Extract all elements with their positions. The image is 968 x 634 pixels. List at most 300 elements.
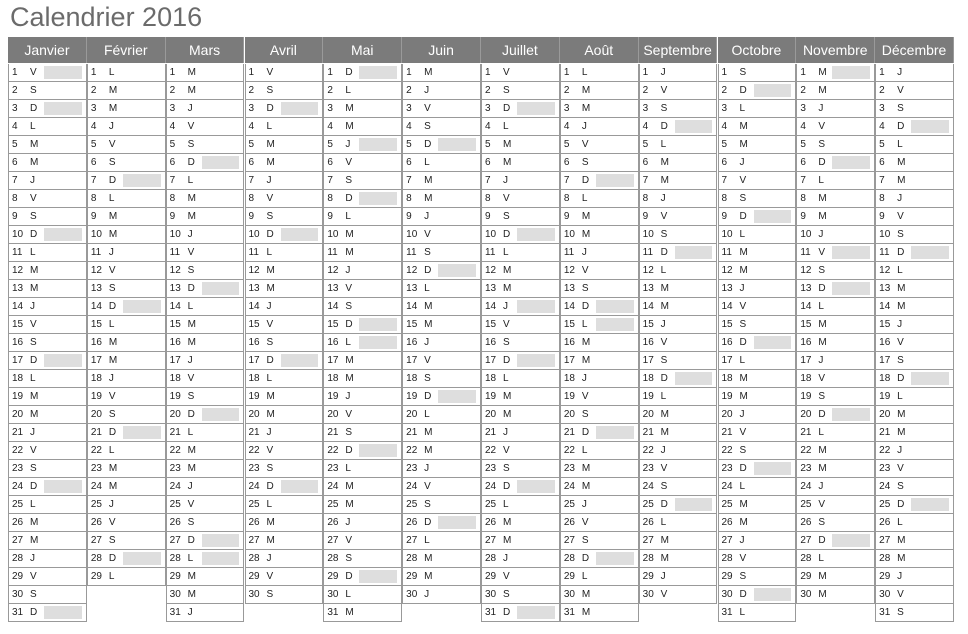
day-cell	[481, 118, 560, 136]
weekday-letter: L	[660, 517, 667, 528]
day-number: 29	[248, 571, 260, 582]
day-number: 27	[12, 535, 24, 546]
day-highlight	[359, 318, 397, 331]
day-cell	[8, 604, 87, 622]
day-number: 28	[169, 553, 181, 564]
day-cell	[245, 388, 324, 406]
weekday-letter: V	[424, 481, 431, 492]
weekday-letter: V	[108, 139, 116, 150]
day-cell	[166, 496, 245, 514]
day-highlight	[911, 372, 949, 385]
weekday-letter: M	[503, 265, 512, 276]
day-cell	[796, 298, 875, 316]
day-number: 4	[406, 121, 412, 132]
weekday-letter: J	[424, 337, 430, 348]
day-cell	[87, 388, 166, 406]
day-number: 2	[12, 85, 18, 96]
day-number: 30	[169, 589, 181, 600]
day-cell	[718, 442, 797, 460]
day-number: 10	[327, 229, 339, 240]
day-number: 18	[406, 373, 418, 384]
day-cell	[8, 388, 87, 406]
day-cell	[323, 388, 402, 406]
weekday-letter: M	[739, 499, 748, 510]
day-highlight	[596, 426, 634, 439]
weekday-letter: M	[739, 373, 748, 384]
weekday-letter: S	[581, 157, 589, 168]
day-number: 18	[169, 373, 181, 384]
day-number: 5	[563, 139, 570, 150]
day-highlight	[911, 498, 949, 511]
day-number: 28	[485, 553, 497, 564]
weekday-letter: L	[739, 607, 746, 618]
weekday-letter: S	[266, 463, 274, 474]
weekday-letter: M	[345, 607, 354, 618]
day-highlight	[517, 300, 555, 313]
month-header: Novembre	[796, 37, 875, 63]
month-days	[87, 63, 166, 586]
day-number: 21	[327, 427, 339, 438]
day-number: 12	[90, 265, 102, 276]
day-cell	[639, 118, 718, 136]
weekday-letter: V	[503, 445, 510, 456]
weekday-letter: J	[897, 67, 903, 78]
day-cell	[875, 316, 954, 334]
day-cell	[8, 118, 87, 136]
weekday-letter: S	[266, 211, 274, 222]
day-cell	[796, 370, 875, 388]
weekday-letter: J	[581, 499, 587, 510]
day-cell	[245, 514, 324, 532]
weekday-letter: V	[108, 517, 116, 528]
day-highlight	[359, 192, 397, 205]
month-days	[8, 63, 87, 622]
weekday-letter: S	[503, 589, 510, 600]
month-header: Septembre	[639, 37, 718, 63]
weekday-letter: S	[503, 85, 510, 96]
weekday-letter: J	[503, 175, 508, 186]
day-cell	[796, 460, 875, 478]
day-cell	[8, 262, 87, 280]
day-number: 28	[406, 553, 418, 564]
day-cell	[718, 352, 797, 370]
weekday-letter: V	[345, 157, 352, 168]
day-number: 11	[642, 247, 654, 258]
weekday-letter: J	[30, 427, 35, 438]
day-cell	[166, 406, 245, 424]
weekday-letter: M	[503, 283, 512, 294]
day-highlight	[675, 498, 713, 511]
weekday-letter: S	[660, 103, 668, 114]
day-number: 4	[327, 121, 333, 132]
day-number: 23	[169, 463, 181, 474]
weekday-letter: J	[266, 175, 272, 186]
day-cell	[560, 280, 639, 298]
day-number: 13	[800, 283, 812, 294]
day-number: 24	[879, 481, 891, 492]
weekday-letter: M	[818, 337, 827, 348]
weekday-letter: S	[30, 211, 37, 222]
day-number: 8	[90, 193, 97, 204]
day-cell	[8, 100, 87, 118]
day-cell	[875, 154, 954, 172]
day-cell	[796, 568, 875, 586]
day-cell	[402, 568, 481, 586]
weekday-letter: M	[581, 211, 591, 222]
weekday-letter: S	[503, 211, 510, 222]
day-cell	[560, 568, 639, 586]
weekday-letter: M	[345, 481, 354, 492]
day-number: 18	[248, 373, 260, 384]
weekday-letter: M	[897, 553, 906, 564]
weekday-letter: S	[739, 571, 747, 582]
day-cell	[560, 388, 639, 406]
day-cell	[245, 226, 324, 244]
day-cell	[481, 136, 560, 154]
weekday-letter: S	[739, 193, 747, 204]
day-cell	[718, 460, 797, 478]
weekday-letter: S	[897, 355, 904, 366]
day-number: 7	[721, 175, 728, 186]
day-number: 14	[406, 301, 418, 312]
day-number: 16	[327, 337, 339, 348]
day-cell	[87, 100, 166, 118]
day-cell	[8, 442, 87, 460]
day-cell	[560, 226, 639, 244]
month-days	[639, 63, 718, 604]
day-number: 1	[800, 67, 806, 78]
weekday-letter: D	[503, 355, 511, 366]
day-cell	[875, 280, 954, 298]
weekday-letter: D	[30, 229, 38, 240]
day-number: 29	[563, 571, 575, 582]
day-cell	[245, 262, 324, 280]
day-cell	[718, 424, 797, 442]
weekday-letter: M	[187, 589, 196, 600]
day-number: 12	[248, 265, 260, 276]
day-highlight	[832, 246, 870, 259]
month-days	[481, 63, 560, 622]
day-number: 22	[406, 445, 418, 456]
weekday-letter: S	[424, 373, 431, 384]
day-number: 15	[327, 319, 339, 330]
day-cell	[875, 118, 954, 136]
day-cell	[639, 460, 718, 478]
day-number: 28	[800, 553, 812, 564]
day-highlight	[281, 102, 319, 115]
day-cell	[8, 244, 87, 262]
day-highlight	[832, 282, 870, 295]
weekday-letter: M	[30, 283, 39, 294]
day-cell	[166, 532, 245, 550]
day-cell	[402, 388, 481, 406]
day-number: 7	[563, 175, 570, 186]
day-cell	[402, 262, 481, 280]
day-cell	[639, 424, 718, 442]
day-number: 29	[879, 571, 891, 582]
day-cell	[323, 604, 402, 622]
day-number: 7	[327, 175, 333, 186]
day-cell	[718, 136, 797, 154]
day-cell	[323, 442, 402, 460]
day-cell	[8, 424, 87, 442]
weekday-letter: M	[424, 553, 433, 564]
day-number: 21	[563, 427, 575, 438]
weekday-letter: L	[424, 535, 430, 546]
weekday-letter: L	[503, 499, 509, 510]
weekday-letter: S	[345, 175, 352, 186]
weekday-letter: L	[739, 355, 746, 366]
day-cell	[245, 370, 324, 388]
weekday-letter: V	[266, 193, 274, 204]
day-number: 27	[169, 535, 181, 546]
weekday-letter: D	[30, 355, 38, 366]
day-number: 23	[327, 463, 339, 474]
day-cell	[402, 496, 481, 514]
day-number: 13	[327, 283, 339, 294]
day-cell	[560, 298, 639, 316]
day-cell	[481, 82, 560, 100]
day-cell	[87, 64, 166, 82]
day-highlight	[202, 552, 240, 565]
day-number: 23	[248, 463, 260, 474]
day-number: 8	[327, 193, 333, 204]
day-number: 12	[642, 265, 654, 276]
weekday-letter: L	[30, 121, 36, 132]
day-number: 16	[406, 337, 418, 348]
weekday-letter: V	[187, 121, 195, 132]
weekday-letter: S	[108, 409, 116, 420]
day-cell	[639, 172, 718, 190]
day-number: 1	[642, 67, 649, 78]
day-number: 2	[90, 85, 97, 96]
day-highlight	[438, 138, 476, 151]
day-number: 29	[90, 571, 102, 582]
day-cell	[875, 298, 954, 316]
weekday-letter: L	[187, 553, 194, 564]
day-cell	[323, 226, 402, 244]
day-cell	[796, 388, 875, 406]
day-cell	[560, 100, 639, 118]
day-number: 4	[248, 121, 255, 132]
day-number: 11	[800, 247, 811, 258]
day-cell	[166, 118, 245, 136]
weekday-letter: M	[187, 67, 196, 78]
weekday-letter: J	[503, 301, 508, 312]
day-cell	[639, 406, 718, 424]
weekday-letter: S	[818, 265, 825, 276]
weekday-letter: D	[266, 103, 274, 114]
day-number: 21	[879, 427, 891, 438]
weekday-letter: J	[660, 67, 666, 78]
day-highlight	[44, 480, 82, 493]
weekday-letter: L	[424, 283, 430, 294]
day-number: 15	[90, 319, 102, 330]
day-cell	[639, 82, 718, 100]
day-number: 12	[169, 265, 181, 276]
weekday-letter: D	[345, 193, 353, 204]
day-number: 21	[12, 427, 24, 438]
day-number: 22	[721, 445, 733, 456]
day-number: 29	[169, 571, 181, 582]
day-cell	[875, 190, 954, 208]
day-number: 19	[879, 391, 891, 402]
day-number: 2	[642, 85, 649, 96]
day-number: 20	[327, 409, 339, 420]
day-highlight	[596, 300, 634, 313]
weekday-letter: L	[108, 445, 115, 456]
day-number: 16	[642, 337, 654, 348]
weekday-letter: M	[345, 229, 354, 240]
day-cell	[87, 550, 166, 568]
day-number: 9	[248, 211, 255, 222]
weekday-letter: M	[266, 535, 275, 546]
day-number: 25	[169, 499, 181, 510]
day-number: 7	[90, 175, 97, 186]
day-number: 4	[563, 121, 570, 132]
weekday-letter: D	[581, 301, 590, 312]
weekday-letter: M	[424, 571, 433, 582]
day-cell	[245, 244, 324, 262]
day-cell	[323, 550, 402, 568]
day-number: 5	[327, 139, 333, 150]
month-column	[639, 37, 718, 604]
weekday-letter: M	[345, 355, 354, 366]
day-number: 28	[327, 553, 339, 564]
day-cell	[323, 568, 402, 586]
day-cell	[8, 298, 87, 316]
day-number: 11	[248, 247, 259, 258]
day-cell	[323, 316, 402, 334]
day-number: 27	[642, 535, 654, 546]
day-number: 5	[800, 139, 806, 150]
weekday-letter: M	[581, 337, 591, 348]
weekday-letter: L	[187, 427, 194, 438]
weekday-letter: M	[660, 553, 669, 564]
day-number: 21	[721, 427, 733, 438]
weekday-letter: D	[187, 409, 195, 420]
day-cell	[481, 208, 560, 226]
weekday-letter: S	[739, 67, 747, 78]
day-number: 27	[800, 535, 812, 546]
day-cell	[875, 586, 954, 604]
day-number: 13	[248, 283, 260, 294]
day-number: 31	[12, 607, 24, 618]
day-highlight	[517, 606, 555, 619]
day-cell	[8, 208, 87, 226]
day-cell	[166, 586, 245, 604]
weekday-letter: V	[818, 121, 825, 132]
day-number: 8	[169, 193, 176, 204]
weekday-letter: J	[187, 481, 193, 492]
day-number: 30	[248, 589, 260, 600]
weekday-letter: S	[503, 463, 510, 474]
day-number: 13	[721, 283, 733, 294]
weekday-letter: M	[424, 319, 433, 330]
day-cell	[796, 406, 875, 424]
day-number: 1	[90, 67, 97, 78]
day-cell	[875, 532, 954, 550]
day-cell	[560, 334, 639, 352]
day-number: 25	[90, 499, 102, 510]
weekday-letter: M	[424, 175, 433, 186]
day-number: 6	[12, 157, 18, 168]
weekday-letter: M	[818, 193, 827, 204]
day-number: 25	[12, 499, 24, 510]
day-number: 19	[721, 391, 733, 402]
day-highlight	[44, 606, 82, 619]
weekday-letter: S	[660, 481, 668, 492]
weekday-letter: M	[187, 463, 196, 474]
day-number: 26	[800, 517, 812, 528]
day-cell	[245, 100, 324, 118]
day-cell	[560, 154, 639, 172]
day-number: 7	[800, 175, 806, 186]
day-cell	[560, 352, 639, 370]
weekday-letter: D	[345, 67, 353, 78]
day-cell	[87, 208, 166, 226]
day-number: 13	[563, 283, 575, 294]
day-number: 28	[721, 553, 733, 564]
day-cell	[718, 298, 797, 316]
day-cell	[166, 550, 245, 568]
weekday-letter: M	[30, 139, 39, 150]
weekday-letter: D	[581, 427, 590, 438]
day-number: 25	[563, 499, 575, 510]
weekday-letter: M	[345, 121, 354, 132]
day-cell	[166, 478, 245, 496]
weekday-letter: M	[108, 211, 118, 222]
day-cell	[166, 352, 245, 370]
day-number: 9	[327, 211, 333, 222]
month-column	[718, 37, 797, 622]
day-number: 15	[563, 319, 575, 330]
day-number: 25	[879, 499, 891, 510]
day-cell	[245, 460, 324, 478]
weekday-letter: M	[187, 445, 196, 456]
day-cell	[8, 316, 87, 334]
weekday-letter: L	[108, 193, 115, 204]
day-cell	[481, 370, 560, 388]
day-number: 29	[721, 571, 733, 582]
day-cell	[718, 496, 797, 514]
day-cell	[796, 514, 875, 532]
day-highlight	[438, 516, 476, 529]
day-number: 8	[879, 193, 885, 204]
weekday-letter: L	[108, 67, 115, 78]
month-days	[875, 63, 954, 622]
weekday-letter: V	[30, 67, 37, 78]
month-header: Août	[560, 37, 639, 63]
weekday-letter: J	[581, 247, 587, 258]
weekday-letter: S	[345, 427, 352, 438]
day-cell	[796, 100, 875, 118]
weekday-letter: S	[30, 337, 37, 348]
weekday-letter: V	[424, 103, 431, 114]
weekday-letter: J	[660, 571, 666, 582]
day-number: 12	[721, 265, 733, 276]
weekday-letter: V	[897, 85, 904, 96]
day-number: 5	[12, 139, 18, 150]
day-cell	[796, 586, 875, 604]
day-number: 9	[90, 211, 97, 222]
day-cell	[323, 172, 402, 190]
month-column	[560, 37, 639, 622]
weekday-letter: L	[818, 301, 824, 312]
weekday-letter: J	[345, 265, 351, 276]
day-number: 23	[485, 463, 497, 474]
day-cell	[8, 154, 87, 172]
